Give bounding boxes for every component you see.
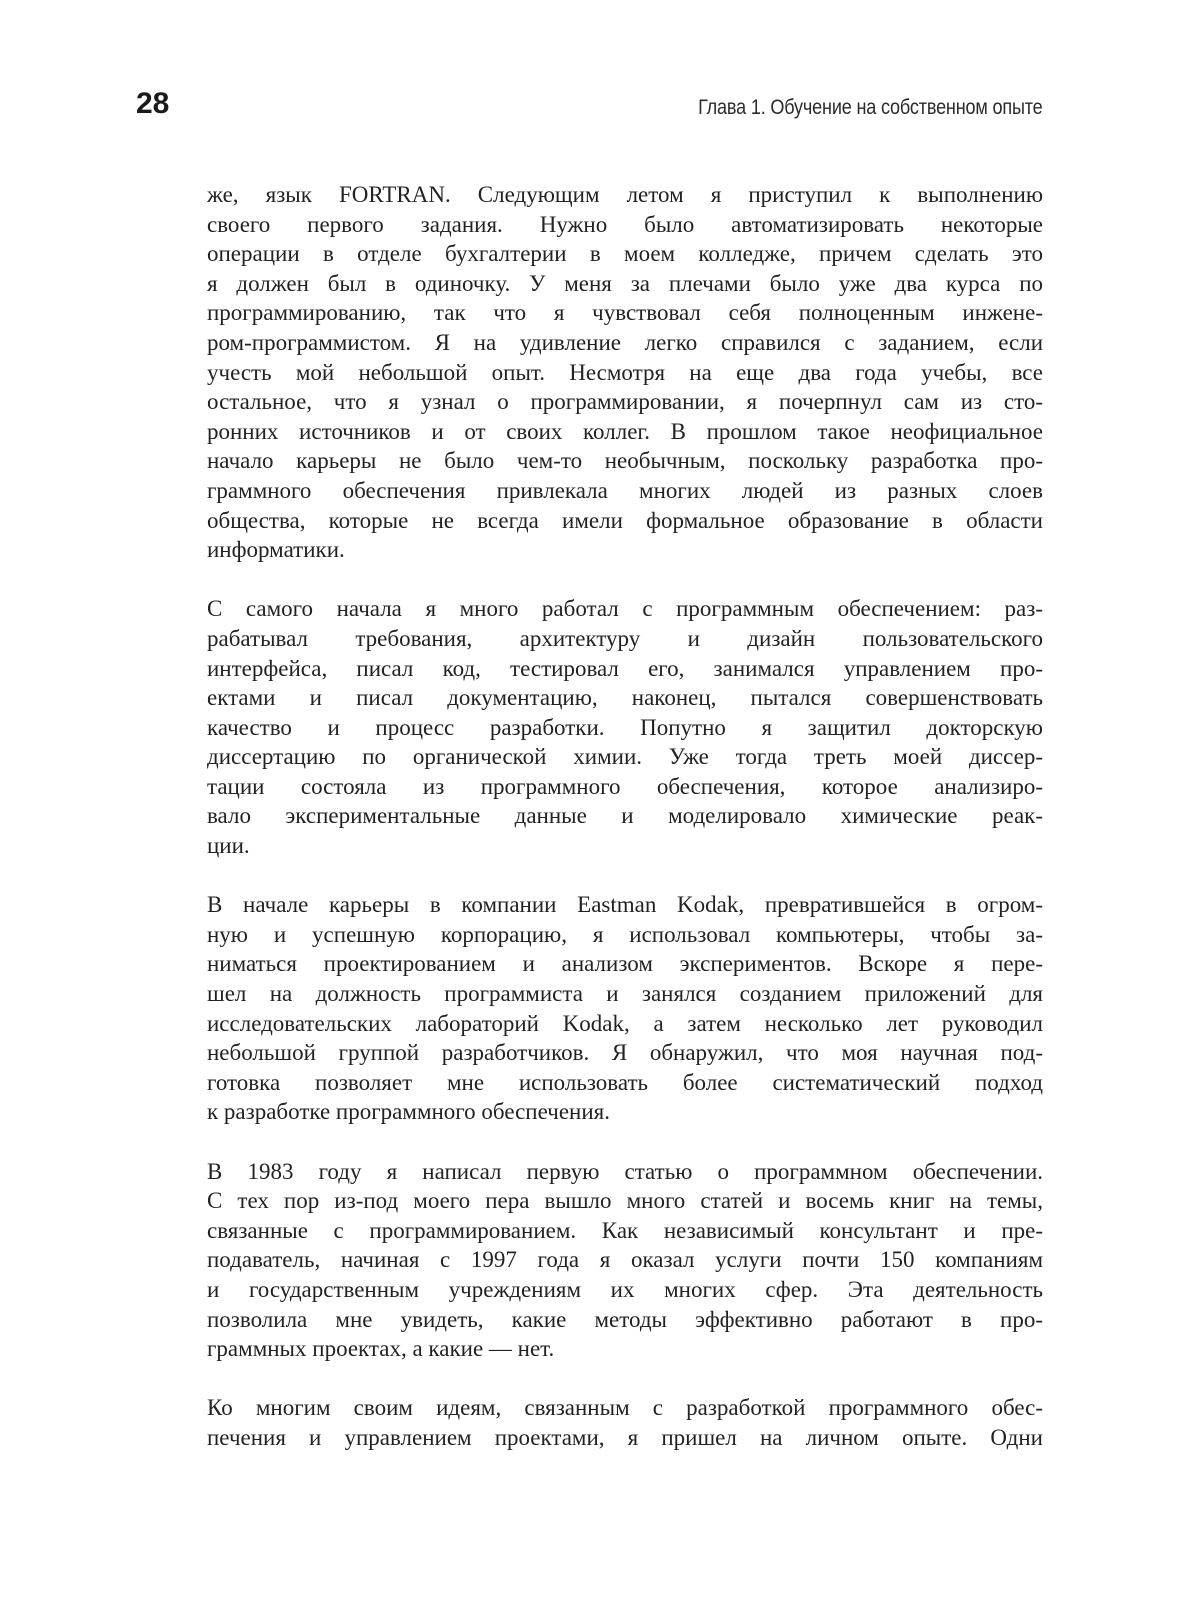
text-line: В начале карьеры в компании Eastman Kodak, превратившейся в огром-	[207, 892, 1043, 918]
text-line: ронних источников и от своих коллег. В прошлом такое неофициальное	[207, 418, 1043, 444]
text-line: к разработке программного обеспечения.	[207, 1099, 610, 1125]
text-line: граммного обеспечения привлекала многих людей из разных слоев	[207, 477, 1043, 503]
text-line: печения и управлением проектами, я пришел на личном опыте. Одни	[207, 1424, 1043, 1450]
text-line: С тех пор из-под моего пера вышло много статей и восемь книг на темы,	[207, 1188, 1043, 1214]
running-head: Глава 1. Обучение на собственном опыте	[698, 96, 1043, 119]
page-header	[136, 82, 1043, 126]
text-line: В 1983 году я написал первую статью о программном обеспечении.	[207, 1158, 1043, 1184]
text-line: ром-программистом. Я на удивление легко справился с заданием, если	[207, 329, 1043, 355]
text-line: остальное, что я узнал о программировании, я почерпнул сам из сто-	[207, 389, 1043, 415]
paragraph	[207, 1157, 1043, 1364]
text-line: операции в отделе бухгалтерии в моем колледже, причем сделать это	[207, 241, 1043, 267]
text-line: С самого начала я много работал с программным обеспечением: раз-	[207, 596, 1043, 622]
text-line: тации состояла из программного обеспечения, которое анализиро-	[207, 773, 1043, 799]
text-line: программированию, так что я чувствовал себя полноценным инжене-	[207, 300, 1043, 326]
text-line: готовка позволяет мне использовать более систематический подход	[207, 1069, 1043, 1095]
text-line: ции.	[207, 833, 250, 859]
text-line: своего первого задания. Нужно было автоматизировать некоторые	[207, 211, 1043, 237]
text-line: диссертацию по органической химии. Уже тогда треть моей диссер-	[207, 744, 1043, 770]
text-line: же, язык FORTRAN. Следующим летом я приступил к выполнению	[207, 182, 1043, 207]
text-line: небольшой группой разработчиков. Я обнаружил, что моя научная под-	[207, 1040, 1043, 1066]
text-line: общества, которые не всегда имели формальное образование в области	[207, 507, 1043, 533]
text-line: шел на должность программиста и занялся созданием приложений для	[207, 981, 1043, 1007]
text-line: позволила мне увидеть, какие методы эффективно работают в про-	[207, 1306, 1043, 1332]
paragraph	[207, 180, 1043, 565]
text-line: ектами и писал документацию, наконец, пытался совершенствовать	[207, 685, 1043, 711]
text-line: начало карьеры не было чем-то необычным, поскольку разработка про-	[207, 448, 1043, 474]
text-line: связанные с программированием. Как независимый консультант и пре-	[207, 1217, 1043, 1243]
text-line: граммных проектах, а какие — нет.	[207, 1336, 555, 1362]
text-line: учесть мой небольшой опыт. Несмотря на еще два года учебы, все	[207, 359, 1043, 385]
page-number: 28	[136, 87, 170, 120]
text-line: и государственным учреждениям их многих сфер. Эта деятельность	[207, 1276, 1043, 1302]
text-line: исследовательских лабораторий Kodak, а затем несколько лет руководил	[207, 1010, 1043, 1036]
paragraph	[207, 890, 1043, 1127]
text-line: качество и процесс разработки. Попутно я защитил докторскую	[207, 714, 1043, 740]
body-text	[207, 180, 1043, 1482]
paragraph	[207, 1393, 1043, 1452]
text-line: рабатывал требования, архитектуру и дизайн пользовательского	[207, 625, 1043, 651]
paragraph	[207, 594, 1043, 860]
text-line: вало экспериментальные данные и моделировало химические реак-	[207, 803, 1043, 829]
text-line: ную и успешную корпорацию, я использовал компьютеры, чтобы за-	[207, 921, 1043, 947]
text-line: Ко многим своим идеям, связанным с разработкой программного обес-	[207, 1395, 1043, 1421]
text-line: интерфейса, писал код, тестировал его, занимался управлением про-	[207, 655, 1043, 681]
text-line: я должен был в одиночку. У меня за плечами было уже два курса по	[207, 270, 1043, 296]
text-line: подаватель, начиная с 1997 года я оказал услуги почти 150 компаниям	[207, 1247, 1043, 1273]
text-line: ниматься проектированием и анализом экспериментов. Вскоре я пере-	[207, 951, 1043, 977]
text-line: информатики.	[207, 537, 345, 563]
